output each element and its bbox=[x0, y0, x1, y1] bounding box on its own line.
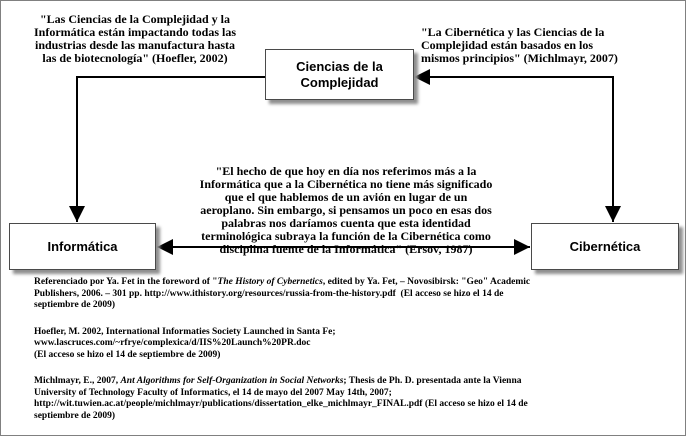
reference-fet bbox=[34, 277, 674, 312]
quote-line: Informática que a la Cibernética no tiene más significado bbox=[199, 177, 493, 191]
node-cibernetica-label: Cibernética bbox=[569, 238, 641, 254]
quote-line: terminológica subraya la función de la Cibernética como bbox=[201, 229, 491, 243]
quote-line: Informática están impactando todas las bbox=[33, 25, 236, 39]
reference-text: Referenciado por Ya. Fet in the foreword of " bbox=[34, 277, 218, 287]
quote-line: que el que hablemos de un avión en lugar de un bbox=[224, 190, 468, 204]
quote-michlmayr bbox=[421, 26, 671, 65]
reference-text: Michlmayr, E., 2007, bbox=[34, 376, 121, 386]
node-informatica-label: Informática bbox=[47, 238, 118, 254]
reference-line: septiembre de 2009) bbox=[34, 410, 116, 421]
quote-line: "Las Ciencias de la Complejidad y la bbox=[39, 12, 230, 26]
reference-line bbox=[34, 376, 674, 388]
quote-line: Complejidad están basados en los bbox=[421, 38, 594, 52]
reference-line: http://wit.tuwien.ac.at/people/michlmayr/publications/dissertation_elke_michlmayr_FINAL.pdf (El acceso se hizo el 14 de bbox=[34, 399, 528, 409]
quote-line: palabras nos daríamos cuenta que esta identidad bbox=[221, 216, 471, 230]
node-ciencias-line2: Complejidad bbox=[300, 74, 379, 90]
reference-line: (El acceso se hizo el 14 de septiembre de 2009) bbox=[34, 349, 221, 360]
reference-michlmayr bbox=[34, 376, 674, 422]
quote-ersov bbox=[171, 165, 521, 256]
reference-title: Ant Algorithms for Self-Organization in Social Networks bbox=[120, 376, 344, 386]
quote-line: mismos principios" (Michlmayr, 2007) bbox=[421, 51, 618, 65]
node-cibernetica bbox=[531, 223, 679, 270]
reference-text: ; Thesis de Ph. D. presentada ante la Vienna bbox=[343, 376, 522, 386]
quote-hoefler bbox=[7, 13, 263, 65]
reference-line: Hoefler, M. 2002, International Informaties Society Launched in Santa Fe; bbox=[34, 326, 336, 337]
reference-title: The History of Cybernetics bbox=[217, 277, 323, 287]
node-ciencias-line1: Ciencias de la bbox=[296, 58, 383, 74]
reference-line bbox=[34, 277, 674, 289]
reference-text: , edited by Ya. Fet, – Novosibirsk: "Geo" Academic bbox=[322, 277, 531, 287]
quote-line: "El hecho de que hoy en día nos referimos más a la bbox=[215, 164, 477, 178]
reference-line: www.lascruces.com/~rfrye/complexica/d/IIS%20Launch%20PR.doc bbox=[34, 338, 311, 348]
references-list bbox=[34, 277, 674, 437]
quote-line: disciplina fuente de la Informática" (Ersov, 1987) bbox=[219, 242, 473, 256]
quote-line: las de biotecnología" (Hoefler, 2002) bbox=[42, 51, 228, 65]
quote-line: aeroplano. Sin embargo, si pensamos un poco en esas dos bbox=[200, 203, 492, 217]
reference-hoefler bbox=[34, 327, 674, 362]
node-informatica bbox=[9, 223, 156, 270]
node-ciencias-complejidad bbox=[265, 49, 414, 100]
quote-line: industrias desde las manufactura hasta bbox=[34, 38, 236, 52]
reference-line: septiembre de 2009) bbox=[34, 300, 116, 310]
quote-line: "La Cibernética y las Ciencias de la bbox=[421, 25, 605, 39]
reference-line: Publishers, 2006. – 301 pp. http://www.ithistory.org/resources/russia-from-the-history.pdf (El acceso se hizo el 14 de bbox=[34, 288, 504, 299]
reference-line: University of Technology Faculty of Informatics, el 14 de mayo del 2007 May 14th, 2007; bbox=[34, 387, 392, 398]
